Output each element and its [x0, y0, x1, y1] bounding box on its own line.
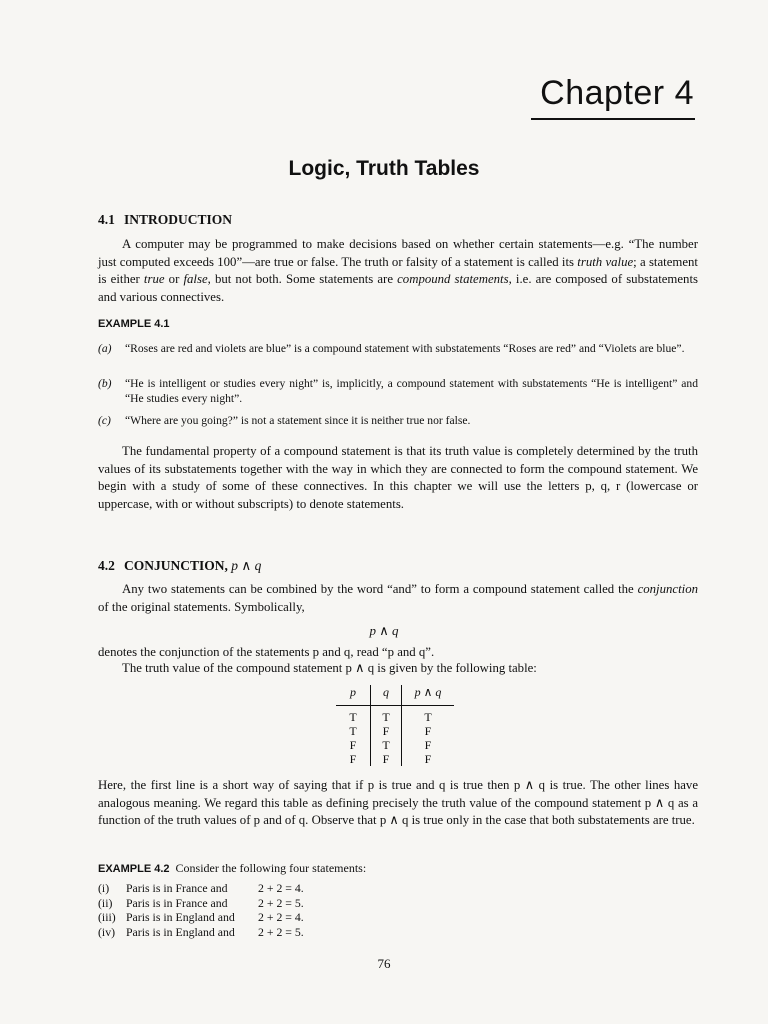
table-row — [336, 752, 454, 766]
table-cell: T — [336, 706, 371, 725]
table-row — [336, 724, 454, 738]
item-text: Paris is in France and — [126, 895, 228, 910]
example-label-4-2 — [98, 861, 366, 876]
truth-table — [336, 685, 454, 766]
table-row — [336, 738, 454, 752]
chapter-underline — [531, 118, 695, 120]
statement-list — [98, 881, 304, 939]
table-header-row — [336, 685, 454, 706]
term-truth-value: truth value — [577, 254, 634, 269]
table-cell: T — [371, 706, 402, 725]
intro-paragraph — [98, 236, 698, 306]
conjunction-formula: p ∧ q — [369, 623, 399, 638]
term-false: false — [183, 272, 208, 286]
item-text: Paris is in England and — [126, 924, 235, 939]
section-number: 4.1 — [98, 212, 115, 227]
column-header: p ∧ q — [402, 685, 455, 706]
text-run: , but not both. Some statements are — [207, 272, 398, 286]
text-run: of the original statements. Symbolically, — [98, 599, 305, 614]
table-cell: F — [371, 752, 402, 766]
table-cell: F — [424, 752, 432, 766]
example-label: EXAMPLE 4.2 — [98, 863, 170, 875]
item-text: Paris is in England and — [126, 910, 235, 924]
term-compound-statements: compound statements — [397, 272, 509, 286]
section-title: INTRODUCTION — [124, 212, 233, 227]
example-intro: Consider the following four statements: — [175, 861, 367, 875]
table-cell: T — [371, 738, 402, 752]
chapter-label: Chapter 4 — [540, 74, 694, 112]
list-item — [98, 881, 304, 896]
item-label: (c) — [98, 414, 111, 427]
table-cell: F — [336, 738, 371, 752]
item-text: “Where are you going?” is not a statement since it is neither true nor false. — [125, 414, 471, 427]
example-item — [98, 341, 698, 356]
list-item — [98, 910, 304, 925]
item-text: “Roses are red and violets are blue” is a compound statement with substatements “Roses are red” and “Violets are blue”. — [125, 342, 685, 355]
item-text: “He is intelligent or studies every night” is, implicitly, a compound statement with substatements “He is intelligent” and “He studies every night”. — [125, 377, 698, 405]
table-explanation-paragraph: Here, the first line is a short way of saying that if p is true and q is true then p ∧ q is true. The other lines have analogous meaning. We regard this table as defining precisely the truth value of the compound statement p ∧ q as a function of the truth values of p and of q. Observe that p ∧ q is true only in the case that both substatements are true. — [98, 778, 698, 827]
item-label: (b) — [98, 377, 112, 390]
page-number: 76 — [377, 956, 391, 971]
conjunction-paragraph — [98, 581, 698, 616]
conjunction-denotes-line: denotes the conjunction of the statements p and q, read “p and q”. — [98, 645, 435, 659]
item-number: (ii) — [98, 895, 113, 910]
term-true: true — [143, 272, 165, 286]
term-conjunction: conjunction — [637, 582, 698, 596]
text-run: Any two statements can be combined by the word “and” to form a compound statement called the — [122, 582, 638, 596]
item-number: (iii) — [98, 910, 116, 924]
list-item — [98, 925, 304, 940]
item-equation: 2 + 2 = 5. — [258, 895, 304, 910]
section-symbol: p ∧ q — [231, 558, 262, 573]
section-title: CONJUNCTION, — [124, 558, 228, 573]
table-cell: T — [336, 724, 371, 738]
item-equation: 2 + 2 = 5. — [258, 924, 304, 939]
list-item — [98, 896, 304, 911]
item-text: Paris is in France and — [126, 881, 228, 895]
item-number: (i) — [98, 881, 110, 895]
text-run: A computer may be programmed to make decisions based on whether certain statements—e.g. “The number just computed exceeds 100”—are true or false. The truth or falsity of a statement is called its — [98, 237, 698, 269]
section-heading-4-2 — [98, 558, 261, 574]
text-run: ; a statement is either — [98, 254, 698, 286]
table-cell: T — [424, 710, 432, 724]
table-cell: F — [424, 724, 432, 738]
text-run: , i.e. are composed of substatements and various connectives. — [98, 272, 698, 304]
chapter-title: Logic, Truth Tables — [288, 157, 480, 180]
section-number: 4.2 — [98, 558, 115, 573]
item-number: (iv) — [98, 924, 116, 939]
item-label: (a) — [98, 342, 112, 355]
column-header: p — [336, 685, 371, 706]
example-item — [98, 376, 698, 406]
section-heading-4-1 — [98, 212, 232, 228]
table-cell: F — [336, 752, 371, 766]
text-run: or — [164, 272, 184, 286]
table-cell: F — [371, 724, 402, 738]
truth-value-intro-line: The truth value of the compound statement p ∧ q is given by the following table: — [122, 661, 537, 675]
example-label: EXAMPLE 4.1 — [98, 318, 170, 330]
item-equation: 2 + 2 = 4. — [258, 910, 304, 924]
column-header: q — [371, 685, 402, 706]
table-row — [336, 706, 454, 725]
table-cell: F — [424, 738, 432, 752]
example-item — [98, 413, 698, 428]
item-equation: 2 + 2 = 4. — [258, 881, 304, 895]
fundamental-property-paragraph: The fundamental property of a compound statement is that its truth value is completely determined by the truth values of its substatements together with the way in which they are connected to form the compound statement. We begin with a study of some of these connectives. In this chapter we will use the letters p, q, r (lowercase or uppercase, with or without subscripts) to denote statements. — [98, 444, 698, 511]
